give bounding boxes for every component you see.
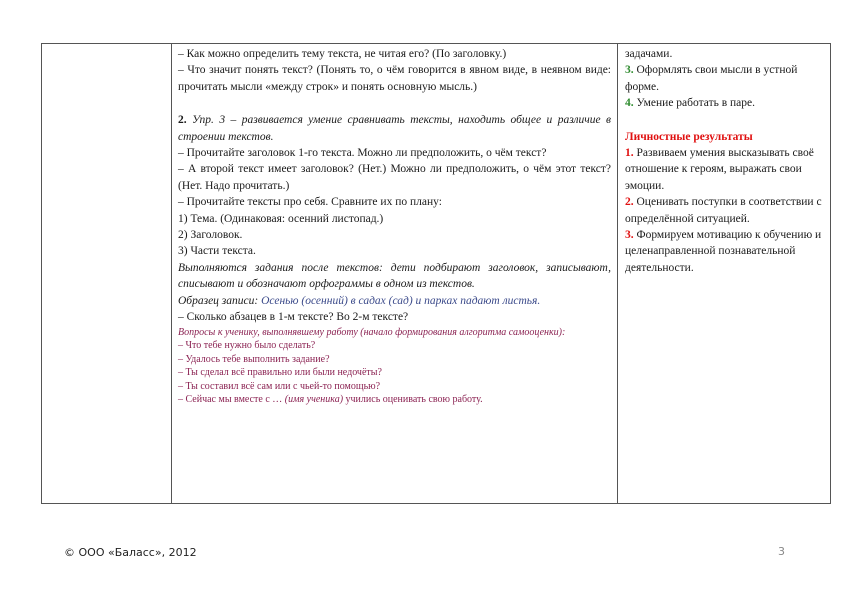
column-divider: [617, 44, 618, 503]
plan-item: 3) Части текста.: [178, 245, 256, 258]
question: – Прочитайте заголовок 1-го текста. Можно ли предположить, о чём текст?: [178, 147, 547, 160]
personal-results-heading: Личностные результаты: [625, 130, 753, 143]
result-item: 1. Развиваем умения высказывать своё отношение к героям, выражать свои эмоции.: [625, 147, 814, 192]
result-item: 3. Формируем мотивацию к обучению и целенаправленной познавательной деятельности.: [625, 229, 822, 274]
result-item: 2. Оценивать поступки в соответствии с определённой ситуацией.: [625, 196, 822, 225]
question: – А второй текст имеет заголовок? (Нет.) Можно ли предположить, о чём этот текст? (Нет. Надо прочитать.): [178, 163, 611, 192]
result-item: 4. Умение работать в паре.: [625, 97, 756, 110]
self-assessment-question: – Удалось тебе выполнить задание?: [178, 353, 330, 365]
column-divider: [171, 44, 172, 503]
question: – Сколько абзацев в 1-м тексте? Во 2-м тексте?: [178, 311, 409, 324]
sample-record: [178, 293, 611, 309]
exercise-title: Упр. 3 – развивается умение сравнивать тексты, находить общее и различие в строении текстов.: [178, 114, 611, 143]
exercise-number: 2.: [178, 114, 187, 127]
question: – Как можно определить тему текста, не читая его? (По заголовку.): [178, 48, 507, 60]
self-assessment-question: – Ты сделал всё правильно или были недочёты?: [178, 367, 382, 379]
result-item: 3. Оформлять свои мысли в устной форме.: [625, 64, 798, 93]
plan-item: 2) Заголовок.: [178, 229, 243, 242]
result-continuation: задачами.: [625, 48, 673, 60]
sample-label: Образец записи:: [178, 294, 259, 307]
self-assessment-title: Вопросы к ученику, выполнявшему работу (начало формирования алгоритма самооценки):: [178, 326, 566, 338]
task-description: Выполняются задания после текстов: дети подбирают заголовок, записывают, списывают и обозначают орфограммы в одном из текстов.: [178, 261, 611, 291]
self-assessment-question: – Сейчас мы вместе с … (имя ученика) учились оценивать свою работу.: [178, 394, 483, 406]
exercise-heading: [178, 112, 611, 145]
plan-item: 1) Тема. (Одинаковая: осенний листопад.): [178, 212, 384, 225]
results-column: [622, 44, 827, 276]
question: – Прочитайте тексты про себя. Сравните их по плану:: [178, 196, 442, 209]
page-number: 3: [778, 545, 785, 558]
question: – Что значит понять текст? (Понять то, о чём говорится в явном виде, в неявном виде: прочитать мысли «между строк» и понять основную мысль.): [178, 64, 611, 93]
lesson-table: [41, 43, 831, 504]
copyright-footer: © ООО «Баласс», 2012: [64, 546, 197, 559]
self-assessment-question: – Что тебе нужно было сделать?: [178, 340, 316, 352]
activity-column: [174, 44, 615, 407]
self-assessment-question: – Ты составил всё сам или с чьей-то помощью?: [178, 380, 381, 392]
sample-text: Осенью (осенний) в садах (сад) и парках падают листья.: [258, 294, 541, 307]
